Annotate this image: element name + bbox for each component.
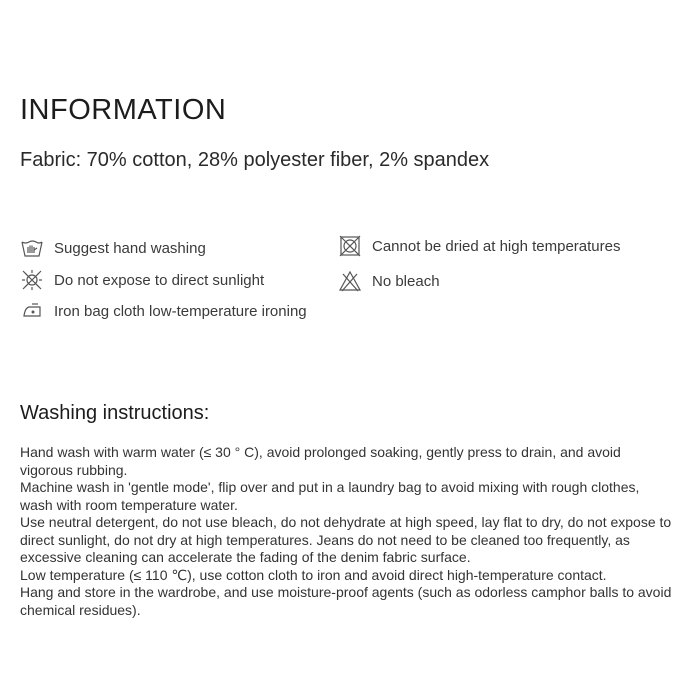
hand-wash-icon	[20, 236, 44, 260]
no-tumble-dry-icon	[338, 234, 362, 258]
instruction-paragraph: Hand wash with warm water (≤ 30 ° C), avoid prolonged soaking, gently press to drain, and avoid vigorous rubbing.	[20, 444, 621, 478]
instruction-paragraph: Use neutral detergent, do not use bleach, do not dehydrate at high speed, lay flat to dry, do not expose to direct sunlight, do not dry at high temperatures. Jeans do not need to be cleaned too frequently, as excessive cleaning can accelerate the fading of the denim fabric surface.	[20, 514, 672, 565]
care-label: Suggest hand washing	[54, 239, 206, 257]
fabric-composition: Fabric: 70% cotton, 28% polyester fiber, 2% spandex	[20, 149, 490, 171]
washing-instructions-title: Washing instructions:	[20, 402, 210, 424]
care-item-no-bleach	[338, 269, 440, 293]
no-bleach-icon	[338, 269, 362, 293]
care-item-no-sunlight	[20, 268, 264, 292]
care-item-low-temp-iron	[20, 299, 307, 323]
care-label: Iron bag cloth low-temperature ironing	[54, 302, 307, 320]
instruction-paragraph: Low temperature (≤ 110 ℃), use cotton cloth to iron and avoid direct high-temperature contact.	[20, 566, 607, 583]
care-label: Cannot be dried at high temperatures	[372, 237, 621, 255]
low-temp-iron-icon	[20, 299, 44, 323]
care-label: No bleach	[372, 272, 440, 290]
instruction-paragraph: Machine wash in 'gentle mode', flip over and put in a laundry bag to avoid mixing with rough clothes, wash with room temperature water.	[20, 479, 640, 513]
care-item-no-tumble-dry	[338, 234, 621, 258]
care-item-hand-wash	[20, 236, 206, 260]
washing-instructions-body	[20, 444, 675, 619]
care-label: Do not expose to direct sunlight	[54, 271, 265, 289]
no-sunlight-icon	[20, 268, 44, 292]
page-title: INFORMATION	[20, 94, 227, 126]
instruction-paragraph: Hang and store in the wardrobe, and use moisture-proof agents (such as odorless camphor balls to avoid chemical residues).	[20, 584, 672, 618]
